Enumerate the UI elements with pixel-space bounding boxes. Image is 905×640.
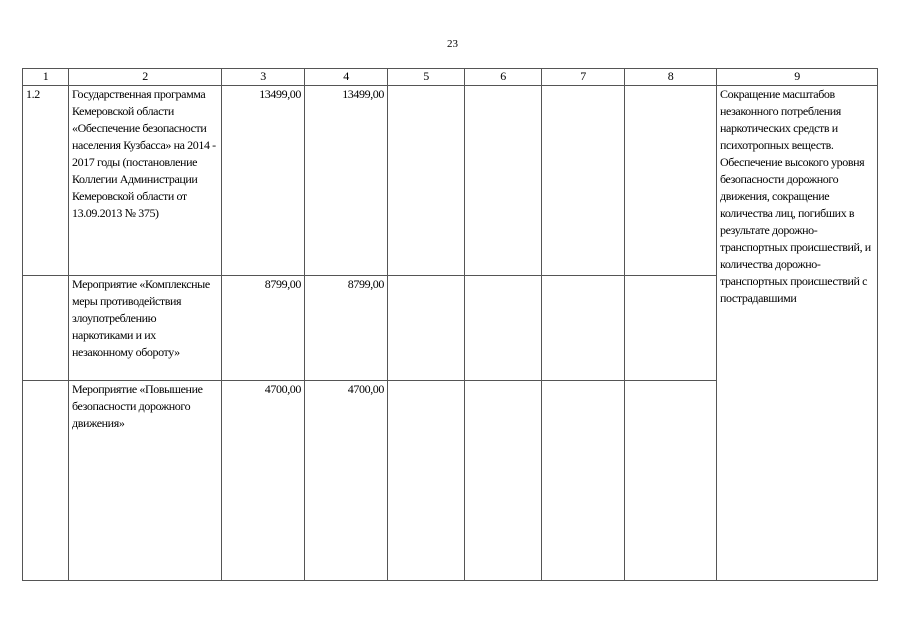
empty-cell	[465, 381, 542, 581]
header-row	[23, 69, 878, 86]
empty-cell	[465, 86, 542, 276]
empty-cell	[542, 276, 625, 381]
row-number-cell	[23, 381, 69, 581]
empty-cell	[465, 276, 542, 381]
header-cell: 5	[388, 69, 465, 86]
amount-cell: 8799,00	[305, 276, 388, 381]
header-cell: 1	[23, 69, 69, 86]
empty-cell	[625, 86, 717, 276]
expected-results-cell: Сокращение масштабов незаконного потребления наркотических средств и психотропных веществ. Обеспечение высокого уровня безопасности дорожного движения, сокращение количества лиц, погибших в результате дорожно-транспортных происшествий, и количества дорожно-транспортных происшествий с пострадавшими	[717, 86, 878, 581]
table-row	[23, 86, 878, 276]
header-cell: 3	[222, 69, 305, 86]
header-cell: 4	[305, 69, 388, 86]
amount-cell: 4700,00	[305, 381, 388, 581]
empty-cell	[542, 381, 625, 581]
row-number-cell	[23, 276, 69, 381]
header-cell: 7	[542, 69, 625, 86]
empty-cell	[388, 381, 465, 581]
empty-cell	[388, 86, 465, 276]
amount-cell: 8799,00	[222, 276, 305, 381]
program-name-cell: Мероприятие «Комплексные меры противодействия злоупотреблению наркотиками и их незаконному обороту»	[69, 276, 222, 381]
program-name-cell: Государственная программа Кемеровской области «Обеспечение безопасности населения Кузбасса» на 2014 - 2017 годы (постановление Коллегии Администрации Кемеровской области от 13.09.2013 № 375)	[69, 86, 222, 276]
empty-cell	[625, 381, 717, 581]
empty-cell	[625, 276, 717, 381]
empty-cell	[542, 86, 625, 276]
page-number: 23	[447, 38, 458, 50]
program-name-cell: Мероприятие «Повышение безопасности дорожного движения»	[69, 381, 222, 581]
amount-cell: 13499,00	[222, 86, 305, 276]
budget-table	[22, 68, 878, 581]
header-cell: 2	[69, 69, 222, 86]
header-cell: 9	[717, 69, 878, 86]
amount-cell: 4700,00	[222, 381, 305, 581]
header-cell: 6	[465, 69, 542, 86]
amount-cell: 13499,00	[305, 86, 388, 276]
header-cell: 8	[625, 69, 717, 86]
empty-cell	[388, 276, 465, 381]
row-number-cell: 1.2	[23, 86, 69, 276]
